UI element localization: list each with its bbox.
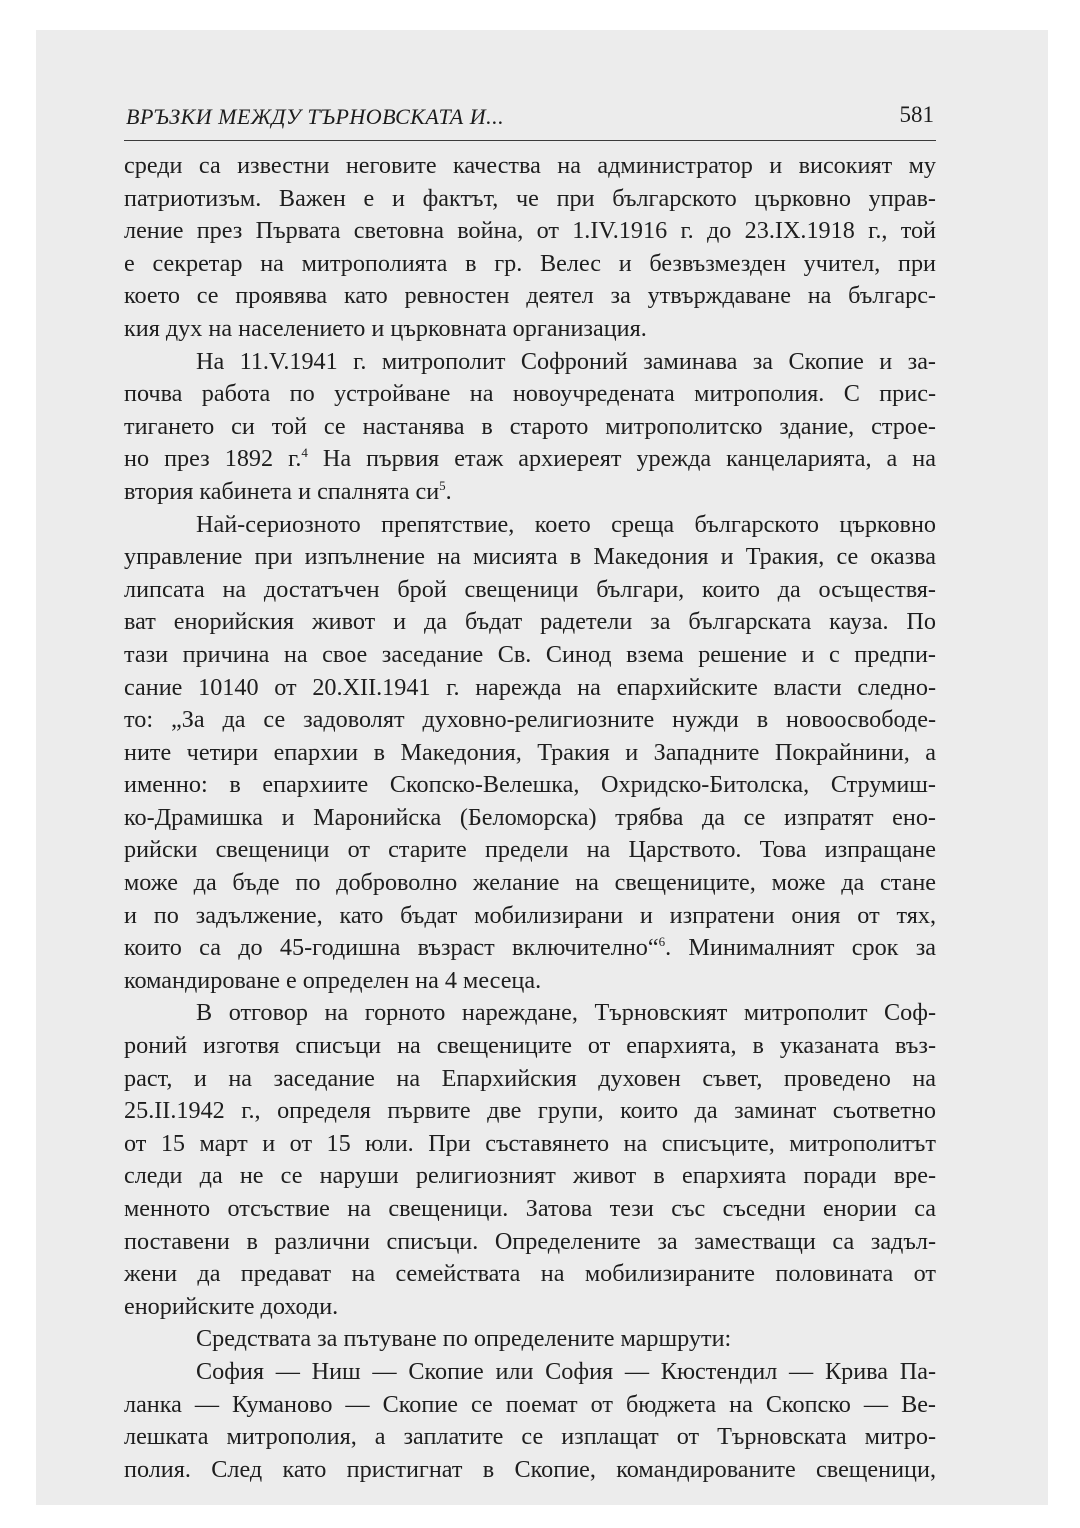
text-line: е секретар на митрополията в гр. Велес и безвъзмезден учител, при	[124, 249, 936, 277]
text-line: от 15 март и от 15 юли. При съставянето на списъците, митрополитът	[124, 1129, 936, 1157]
text-line: роний изготвя списъци на свещениците от епархията, в указаната въз-	[124, 1032, 936, 1060]
page-header	[124, 100, 936, 141]
text-line: тази причина на свое заседание Св. Синод взема решение и с предпи-	[124, 640, 936, 668]
text-line: раст, и на заседание на Епархийския духовен съвет, проведено на	[124, 1064, 936, 1092]
paragraph-4	[124, 997, 936, 1323]
text-segment: втория кабинета и спалнята си	[124, 477, 440, 505]
text-line: ланка — Куманово — Скопие се поемат от бюджета на Скопско — Ве-	[124, 1390, 936, 1418]
text-line: може да бъде по доброволно желание на свещениците, може да стане	[124, 869, 936, 897]
text-segment: които са до 45-годишна възраст включително“	[124, 934, 659, 962]
trailing-period: .	[445, 477, 452, 505]
text-segment: На първия етаж архиереят урежда канцеларията, а на	[307, 445, 936, 473]
text-line: ко-Драмишка и Маронийска (Беломорска) трябва да се изпратят ено-	[124, 803, 936, 831]
text-line: което се проявява като ревностен деятел за утвърждаване на българс-	[124, 282, 936, 310]
text-line: следи да не се наруши религиозният живот в епархията поради вре-	[124, 1162, 936, 1190]
text-line: София — Ниш — Скопие или София — Кюстендил — Крива Па-	[196, 1357, 936, 1385]
running-title: ВРЪЗКИ МЕЖДУ ТЪРНОВСКАТА И...	[126, 104, 505, 129]
text-line: рийски свещеници от старите предели на Царството. Това изпращане	[124, 836, 936, 864]
text-line: Средствата за пътуване по определените маршрути:	[196, 1325, 732, 1353]
text-line: командироване е определен на 4 месеца.	[124, 966, 542, 994]
text-line: тигането си той се настанява в старото митрополитско здание, строе-	[124, 412, 936, 440]
text-line: среди са известни неговите качества на администратор и високият му	[124, 152, 936, 179]
text-line	[124, 476, 936, 509]
paragraph-1	[124, 150, 936, 346]
text-line: Най-сериозното препятствие, което среща българското църковно	[196, 510, 936, 538]
text-line: управление при изпълнение на мисията в Македония и Тракия, се оказва	[124, 543, 936, 571]
text-line: патриотизъм. Важен е и фактът, че при българското църковно управ-	[124, 184, 936, 212]
text-line: кия дух на населението и църковната организация.	[124, 314, 647, 342]
text-line: 25.II.1942 г., определя първите две групи, които да заминат съответно	[124, 1097, 936, 1125]
text-line: В отговор на горното нареждане, Търновският митрополит Соф-	[196, 999, 936, 1027]
text-line: то: „За да се задоволят духовно-религиозните нужди в новоосвободе-	[124, 706, 936, 734]
text-line: почва работа по устройване на новоучредената митрополия. С прис-	[124, 380, 936, 408]
text-line: На 11.V.1941 г. митрополит Софроний заминава за Скопие и за-	[196, 347, 936, 375]
page-number: 581	[899, 102, 934, 127]
text-line	[124, 932, 936, 965]
text-line	[124, 443, 936, 476]
paragraph-3	[124, 509, 936, 998]
text-line: ните четири епархии в Македония, Тракия и Западните Покрайнини, а	[124, 738, 936, 766]
text-line: поставени в различни списъци. Определените за заместващи са задъл-	[124, 1227, 936, 1255]
text-line: и по задължение, като бъдат мобилизирани и изпратени ония от тях,	[124, 901, 936, 929]
paragraph-2	[124, 346, 936, 509]
footnote-ref-5[interactable]: 5	[439, 477, 446, 493]
text-line: менното отсъствие на свещеници. Затова тези със съседни енории са	[124, 1195, 936, 1222]
text-line: именно: в епархиите Скопско-Велешка, Охридско-Битолска, Струмиш-	[124, 771, 936, 799]
text-line: лешката митрополия, а заплатите се изплащат от Търновската митро-	[124, 1423, 936, 1451]
text-line: ление през Първата световна война, от 1.IV.1916 г. до 23.IX.1918 г., той	[124, 217, 936, 245]
text-segment: . Минималният срок за	[665, 934, 936, 962]
footnote-ref-6[interactable]: 6	[658, 934, 666, 950]
text-line: полия. След като пристигнат в Скопие, командированите свещеници,	[124, 1455, 936, 1483]
body-text	[124, 150, 936, 1486]
text-line: липсата на достатъчен брой свещеници българи, които да осъществя-	[124, 575, 936, 603]
paragraph-6	[124, 1356, 936, 1486]
text-line: енорийските доходи.	[124, 1292, 339, 1320]
footnote-ref-4[interactable]: 4	[301, 445, 308, 461]
paragraph-5	[124, 1323, 936, 1356]
text-line: ват енорийския живот и да бъдат радетели за българската кауза. По	[124, 608, 936, 636]
text-line: сание 10140 от 20.XII.1941 г. нарежда на епархийските власти следно-	[124, 673, 936, 701]
text-segment: но през 1892 г.	[124, 445, 302, 473]
text-line: жени да предават на семействата на мобилизираните половината от	[124, 1260, 936, 1288]
